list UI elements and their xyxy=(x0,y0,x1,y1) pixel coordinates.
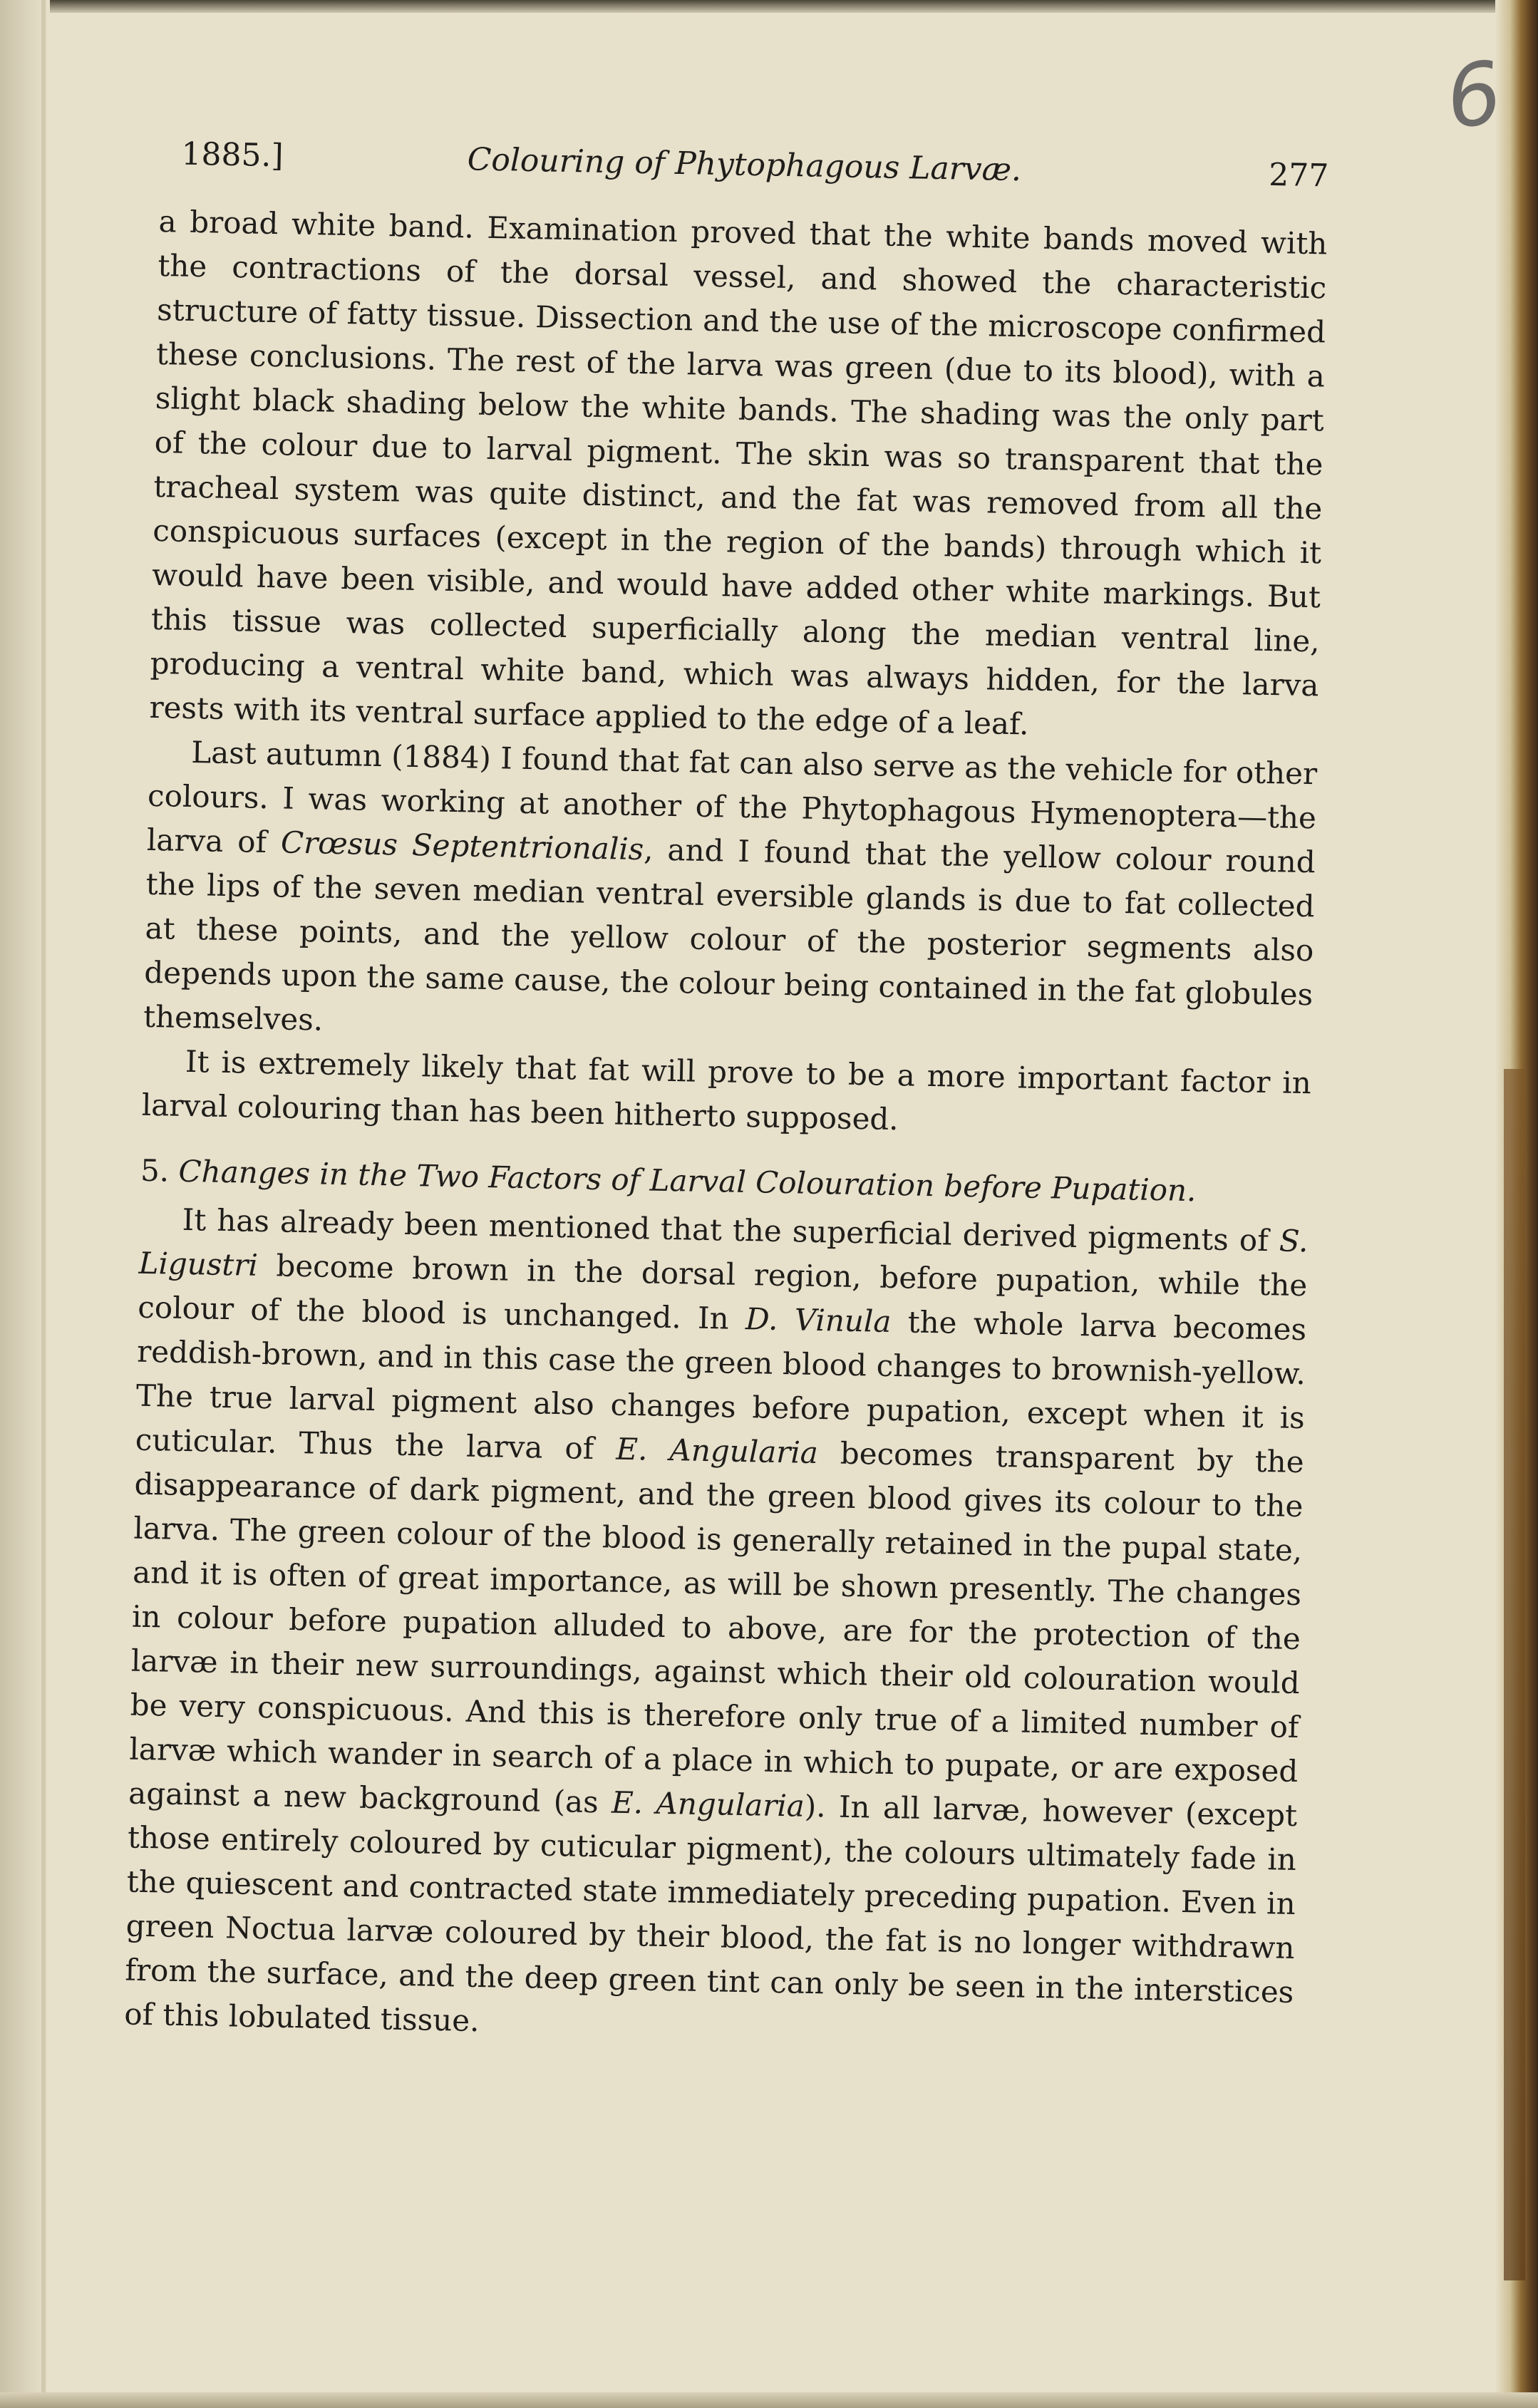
paragraph-4 xyxy=(124,1197,1309,2059)
section-title: Changes in the Two Factors of Larval Colouration before Pupation. xyxy=(178,1153,1197,1209)
paragraph-4-text-a: It has already been mentioned that the superficial derived pigments of xyxy=(182,1202,1280,1259)
edge-stain xyxy=(1504,1069,1525,2280)
page-top-edge xyxy=(0,0,1538,13)
header-title: Colouring of Phytophagous Larvæ. xyxy=(467,141,1022,189)
binding-line xyxy=(41,0,46,2408)
paragraph-1: a broad white band. Examination proved that the white bands moved with the contractions of the dorsal vessel, and showed the characteristic structure of fatty tissue. Dissection and the use of the microscope confirmed these conclusions. The rest of the larva was green (due to its blood), with a slight black shading below the white bands. The shading was the only part of the colour due to larval pigment. The skin was so transparent that the tracheal system was quite distinct, and the fat was removed from all the conspicuous surfaces (except in the region of the bands) through which it would have been visible, and would have added other white markings. But this tissue was collected superficially along the median ventral line, producing a ventral white band, which was always hidden, for the larva rests with its ventral surface applied to the edge of a leaf. xyxy=(149,203,1328,742)
header-year: 1885.] xyxy=(181,135,284,175)
section-number: 5. xyxy=(140,1152,170,1189)
paragraph-4-text-e: ). In all larvæ, however (except those entirely coloured by cuticular pigment), the colours ultimately fade in the quiescent and contracted state immediately preceding pupation. Even in green Noctua larvæ coloured by their blood, the fat is no longer withdrawn from the surface, and the deep green tint can only be seen in the interstices of this lobulated tissue. xyxy=(123,1788,1298,2039)
species-name: E. Angularia xyxy=(611,1784,805,1824)
species-name: E. Angularia xyxy=(615,1431,819,1471)
paragraph-4-text-d: becomes transparent by the disappearance of dark pigment, and the green blood gives its colour to the larva. The green colour of the blood is generally retained in the pupal state, and it is often of great importance, as will be shown presently. The changes in colour before pupation alluded to above, are for the protection of the larvæ in their new surroundings, against which their old colouration would be very conspicuous. And this is therefore only true of a limited number of larvæ which wander in search of a place in which to pupate, or are exposed against a new background (as xyxy=(128,1435,1305,1820)
body-text xyxy=(124,200,1328,2059)
page-number: 277 xyxy=(1268,156,1329,195)
species-name: D. Vinula xyxy=(745,1301,892,1339)
species-name: S. Ligustri xyxy=(138,1223,1309,1283)
paragraph-4-text-b: become brown in the dorsal region, before pupation, while the colour of the blood is unchanged. In xyxy=(137,1247,1308,1337)
paragraph-2-text-b: , and I found that the yellow colour round the lips of the seven median ventral eversible glands is due to fat collected at these points, and the yellow colour of the posterior segments also depends upon the same cause, the colour being contained in the fat globules themselves. xyxy=(143,832,1316,1038)
paragraph-4-text-c: the whole larva becomes reddish-brown, and in this case the green blood changes to brownish-yellow. The true larval pigment also changes before pupation, except when it is cuticular. Thus the larva of xyxy=(135,1303,1307,1467)
paragraph-3: It is extremely likely that fat will prove to be a more important factor in larval colouring than has been hitherto supposed. xyxy=(141,1043,1312,1137)
handwritten-folio-mark: 6 xyxy=(1440,43,1508,149)
page-bottom-edge xyxy=(0,2392,1538,2408)
paragraph-2 xyxy=(143,730,1318,1061)
paragraph-2-text-a: Last autumn (1884) I found that fat can also serve as the vehicle for other colours. I was working at another of the Phytophagous Hymenoptera—the larva of xyxy=(146,734,1318,860)
species-name: Crœsus Septentrionalis xyxy=(280,825,644,867)
page-content xyxy=(124,135,1329,2059)
